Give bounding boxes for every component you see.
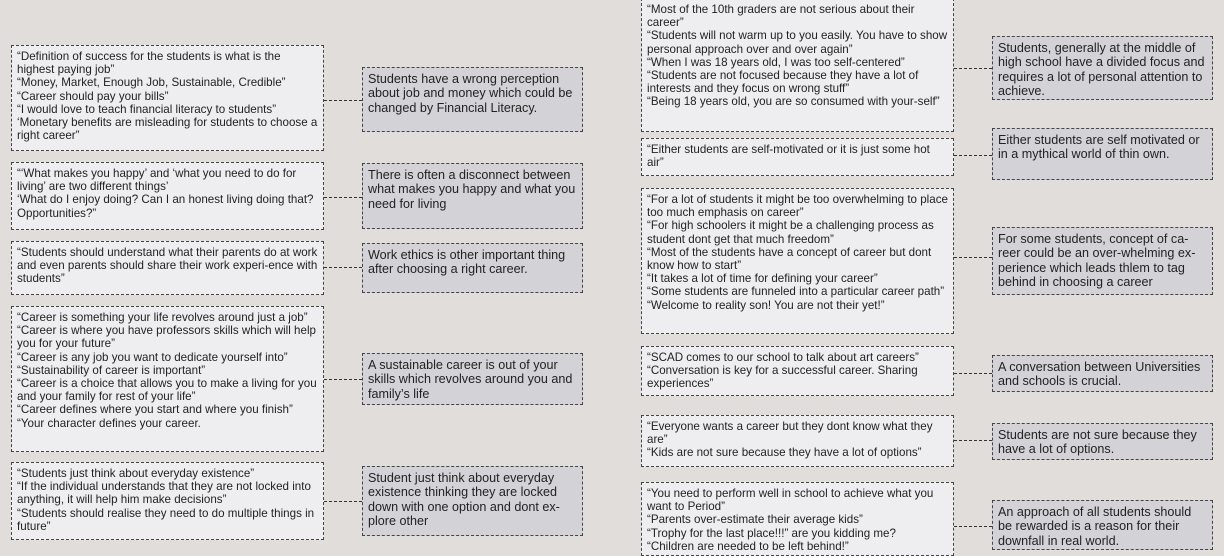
summary-text: A conversation between Universities and schools is crucial. — [998, 360, 1201, 389]
quote: “Students will not warm up to you easily. You have to show personal approach over and over again” — [647, 29, 948, 56]
connector-line — [324, 267, 362, 268]
quote: “For high schoolers it might be a challenging process as student dont get that much freedom” — [647, 219, 934, 246]
left-summary-box-4 — [362, 353, 583, 405]
quote: “For a lot of students it might be too overwhelming to place too much emphasis on career” — [647, 193, 948, 220]
right-summary-box-3 — [992, 227, 1213, 295]
quote: ‘What do I enjoy doing? Can I an honest living doing that? Opportunities?” — [17, 193, 314, 220]
quote: “SCAD comes to our school to talk about art careers” — [647, 351, 919, 364]
summary-text: Students, generally at the middle of high school have a divided focus and requires a lot of personal attention to achieve. — [998, 41, 1205, 99]
quote: “Children are needed to be left behind!” — [647, 539, 849, 553]
left-quote-box-2 — [11, 162, 324, 230]
quote: “Most of the students have a concept of career but dont know how to start” — [647, 245, 932, 273]
left-summary-box-1 — [362, 67, 583, 132]
quote: “Definition of success for the students is what is the highest paying job” — [17, 50, 281, 77]
quote: “Everyone wants a career but they dont know what they are” — [647, 420, 933, 447]
summary-text: There is often a disconnect between what makes you happy and what you need for living — [368, 168, 576, 211]
summary-text: Student just think about everyday existence thinking they are locked down with one option and dont ex-plore other — [368, 471, 560, 529]
left-summary-box-3 — [362, 243, 583, 293]
right-quote-box-1 — [641, 0, 954, 132]
connector-line — [324, 501, 362, 502]
quote: “Students should realise they need to do multiple things in future” — [17, 506, 315, 533]
quote: ‘Monetary benefits are misleading for students to choose a right career” — [17, 116, 318, 143]
summary-text: Work ethics is other important thing after choosing a right career. — [368, 248, 566, 277]
quote: “Welcome to reality son! You are not their yet!” — [647, 298, 885, 312]
right-quote-box-6 — [641, 482, 954, 556]
left-quote-box-3 — [11, 241, 324, 295]
connector-line — [324, 100, 362, 101]
quote: “Money, Market, Enough Job, Sustainable, Credible” — [17, 76, 286, 90]
connector-line — [324, 197, 362, 198]
quote: “Career is any job you want to dedicate yourself into” — [17, 350, 288, 364]
connector-line — [954, 68, 992, 69]
quote: “You need to perform well in school to achieve what you want to Period” — [647, 487, 934, 514]
left-summary-box-5 — [362, 466, 583, 536]
quote: “Career defines where you start and where you finish” — [17, 403, 293, 417]
quote: “I would love to teach financial literacy to students” — [17, 102, 277, 116]
right-quote-box-4 — [641, 346, 954, 396]
quote: “Career is something your life revolves around just a job” — [17, 311, 308, 324]
left-summary-box-2 — [362, 163, 583, 229]
summary-text: Either students are self motivated or in a mythical world of thin own. — [998, 133, 1200, 162]
quote: “Some students are funneled into a particular career path” — [647, 285, 945, 299]
quote: “Students should understand what their parents do at work and even parents should share their work experi-ence with students” — [17, 246, 318, 286]
quote: “Career is a choice that allows you to make a living for you and your family for rest of your life” — [17, 377, 317, 404]
quote: “If the individual understands that they are not locked into anything, it will help him make decisions” — [17, 480, 311, 507]
quote: “Either students are self-motivated or it is just some hot air” — [647, 143, 930, 170]
connector-line — [954, 155, 992, 156]
summary-text: An approach of all students should be rewarded is a reason for their downfall in real world. — [998, 505, 1192, 548]
right-summary-box-4 — [992, 355, 1213, 392]
summary-text: For some students, concept of ca-reer could be an over-whelming ex-perience which leads thlem to tag behind in choosing a career — [998, 232, 1196, 290]
quote: “Most of the 10th graders are not serious about their career” — [647, 3, 915, 30]
quote: “Career should pay your bills” — [17, 89, 169, 103]
right-summary-box-2 — [992, 128, 1213, 180]
quote: “Your character defines your career. — [17, 416, 201, 430]
quote: “Sustainability of career is important” — [17, 363, 206, 377]
quote: “Kids are not sure because they have a lot of options” — [647, 446, 922, 460]
quote: “When I was 18 years old, I was too self-centered” — [647, 55, 905, 69]
quote: “Students just think about everyday existence” — [17, 467, 255, 480]
connector-line — [954, 526, 992, 527]
right-quote-box-5 — [641, 415, 954, 467]
connector-line — [324, 379, 362, 380]
right-quote-box-3 — [641, 188, 954, 334]
connector-line — [954, 440, 992, 441]
summary-text: Students are not sure because they have a lot of options. — [998, 428, 1197, 457]
quote: “‘What makes you happy’ and ‘what you need to do for living’ are two different things’ — [17, 167, 297, 194]
quote: “Trophy for the last place!!!” are you kidding me? — [647, 526, 896, 540]
quote: “Career is where you have professors skills which will help you for your future” — [17, 324, 316, 351]
quote: “Students are not focused because they have a lot of interests and they focus on wrong stuff” — [647, 69, 919, 96]
left-quote-box-4 — [11, 306, 324, 452]
quote: “Conversation is key for a successful career. Sharing experiences” — [647, 364, 918, 391]
right-summary-box-6 — [992, 500, 1213, 550]
quote: “Parents over-estimate their average kids” — [647, 513, 863, 527]
left-quote-box-1 — [11, 45, 324, 151]
right-quote-box-2 — [641, 138, 954, 176]
quote: “Being 18 years old, you are so consumed with your-self” — [647, 95, 940, 109]
summary-text: A sustainable career is out of your skills which revolves around you and family’s life — [368, 358, 573, 401]
quote: “It takes a lot of time for defining your career” — [647, 272, 878, 286]
right-summary-box-5 — [992, 423, 1213, 460]
connector-line — [954, 257, 992, 258]
left-quote-box-5 — [11, 462, 324, 540]
summary-text: Students have a wrong perception about job and money which could be changed by Financial Literacy. — [368, 72, 573, 115]
right-summary-box-1 — [992, 36, 1213, 100]
connector-line — [954, 373, 992, 374]
